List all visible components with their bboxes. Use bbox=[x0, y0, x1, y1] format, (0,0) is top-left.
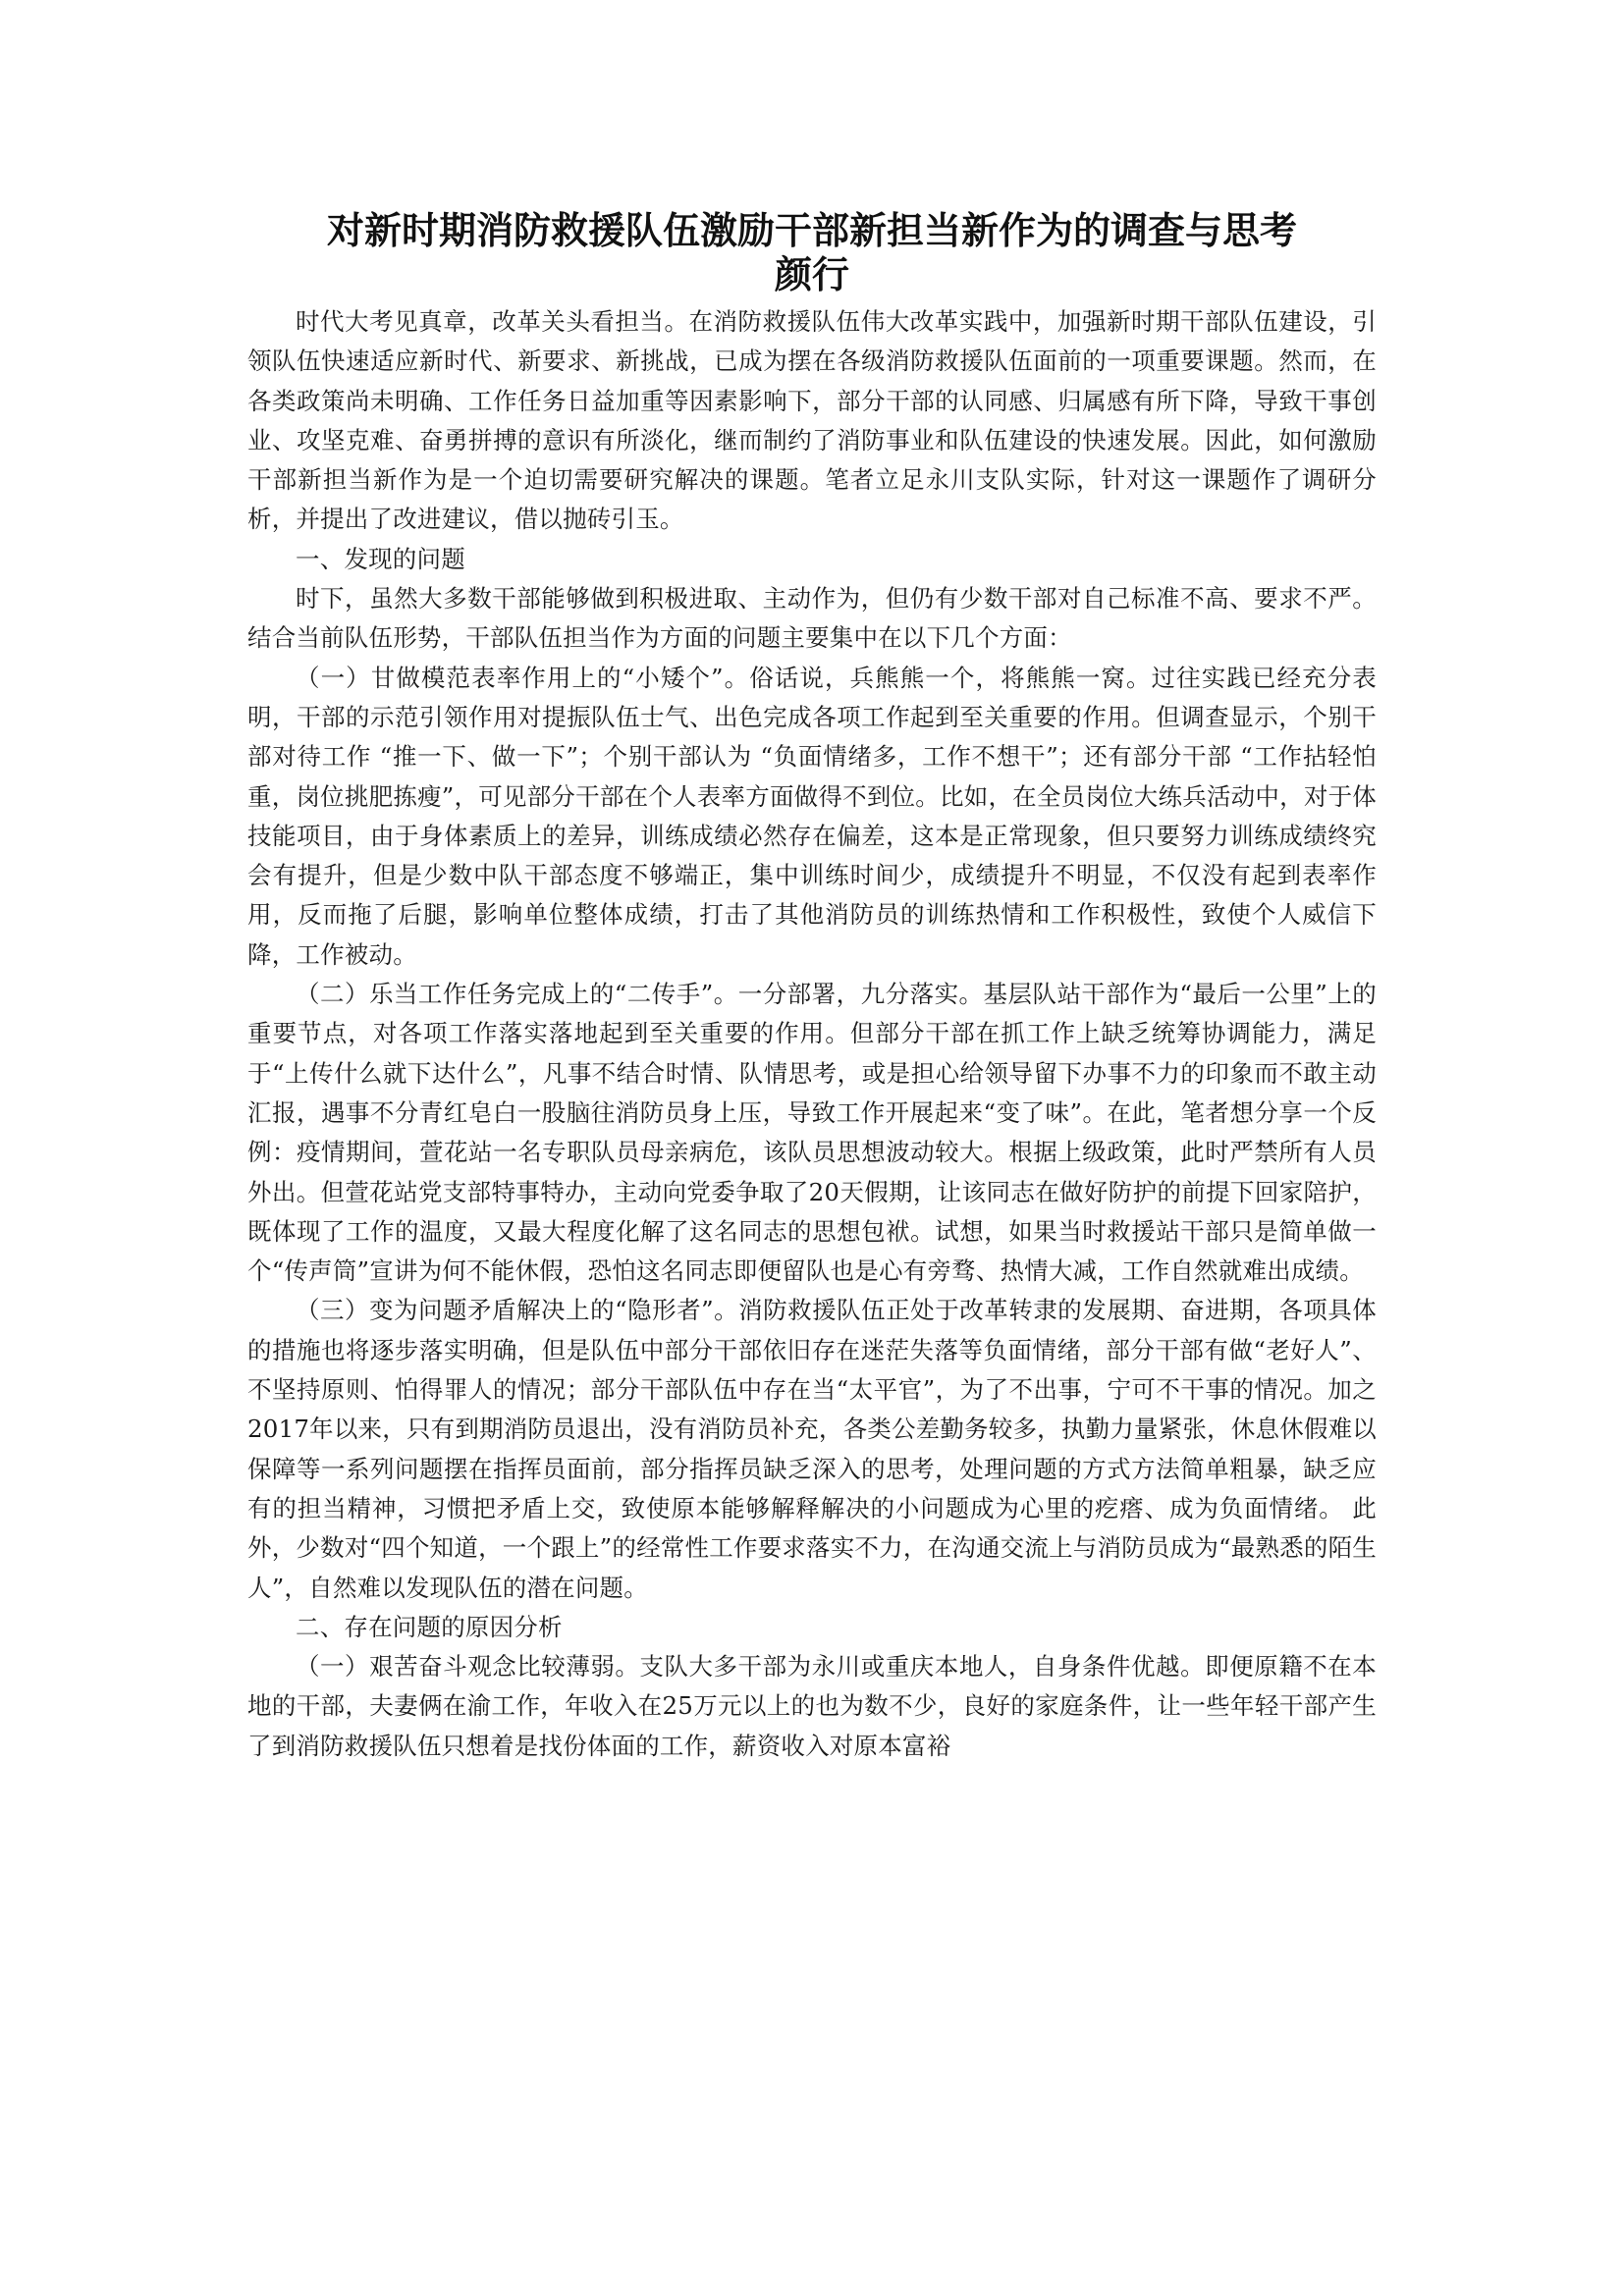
problem-2-paragraph: （二）乐当工作任务完成上的“二传手”。一分部署，九分落实。基层队站干部作为“最后一公里”上的重要节点，对各项工作落实落地起到至关重要的作用。但部分干部在抓工作上缺乏统筹协调能力，满足于“上传什么就下达什么”，凡事不结合时情、队情思考，或是担心给领导留下办事不力的印象而不敢主动汇报，遇事不分青红皂白一股脑往消防员身上压，导致工作开展起来“变了味”。在此，笔者想分享一个反例：疫情期间，萱花站一名专职队员母亲病危，该队员思想波动较大。根据上级政策，此时严禁所有人员外出。但萱花站党支部特事特办，主动向党委争取了20天假期，让该同志在做好防护的前提下回家陪护，既体现了工作的温度，又最大程度化解了这名同志的思想包袱。试想，如果当时救援站干部只是简单做一个“传声筒”宣讲为何不能休假，恐怕这名同志即便留队也是心有旁骛、热情大减，工作自然就难出成绩。 bbox=[247, 980, 1377, 1286]
document-title: 对新时期消防救援队伍激励干部新担当新作为的调查与思考 bbox=[326, 209, 1297, 252]
document-author: 颜行 bbox=[774, 253, 849, 296]
section-heading-problems: 一、发现的问题 bbox=[296, 544, 465, 573]
problem-3-paragraph: （三）变为问题矛盾解决上的“隐形者”。消防救援队伍正处于改革转隶的发展期、奋进期，各项具体的措施也将逐步落实明确，但是队伍中部分干部依旧存在迷茫失落等负面情绪，部分干部有做“老好人”、不坚持原则、怕得罪人的情况；部分干部队伍中存在当“太平官”，为了不出事，宁可不干事的情况。加之2017年以来，只有到期消防员退出，没有消防员补充，各类公差勤务较多，执勤力量紧张，休息休假难以保障等一系列问题摆在指挥员面前，部分指挥员缺乏深入的思考，处理问题的方式方法简单粗暴，缺乏应有的担当精神，习惯把矛盾上交，致使原本能够解释解决的小问题成为心里的疙瘩、成为负面情绪。 此外，少数对“四个知道，一个跟上”的经常性工作要求落实不力，在沟通交流上与消防员成为“最熟悉的陌生人”，自然难以发现队伍的潜在问题。 bbox=[247, 1296, 1377, 1602]
document-body bbox=[247, 302, 1377, 1766]
section-heading-causes: 二、存在问题的原因分析 bbox=[296, 1612, 563, 1641]
cause-1-paragraph: （一）艰苦奋斗观念比较薄弱。支队大多干部为永川或重庆本地人，自身条件优越。即便原籍不在本地的干部，夫妻俩在渝工作，年收入在25万元以上的也为数不少，良好的家庭条件，让一些年轻干部产生了到消防救援队伍只想着是找份体面的工作，薪资收入对原本富裕 bbox=[247, 1652, 1377, 1760]
problem-1-paragraph: （一）甘做模范表率作用上的“小矮个”。俗话说，兵熊熊一个，将熊熊一窝。过往实践已经充分表明，干部的示范引领作用对提振队伍士气、出色完成各项工作起到至关重要的作用。但调查显示，个别干部对待工作 “推一下、做一下”；个别干部认为 “负面情绪多，工作不想干”；还有部分干部 “工作拈轻怕重，岗位挑肥拣瘦”，可见部分干部在个人表率方面做得不到位。比如，在全员岗位大练兵活动中，对于体技能项目，由于身体素质上的差异，训练成绩必然存在偏差，这本是正常现象，但只要努力训练成绩终究会有提升，但是少数中队干部态度不够端正，集中训练时间少，成绩提升不明显，不仅没有起到表率作用，反而拖了后腿，影响单位整体成绩，打击了其他消防员的训练热情和工作积极性，致使个人威信下降，工作被动。 bbox=[247, 663, 1377, 969]
intro-paragraph: 时代大考见真章，改革关头看担当。在消防救援队伍伟大改革实践中，加强新时期干部队伍建设，引领队伍快速适应新时代、新要求、新挑战，已成为摆在各级消防救援队伍面前的一项重要课题。然而，在各类政策尚未明确、工作任务日益加重等因素影响下，部分干部的认同感、归属感有所下降，导致干事创业、攻坚克难、奋勇拼搏的意识有所淡化，继而制约了消防事业和队伍建设的快速发展。因此，如何激励干部新担当新作为是一个迫切需要研究解决的课题。笔者立足永川支队实际，针对这一课题作了调研分析，并提出了改进建议，借以抛砖引玉。 bbox=[247, 307, 1377, 534]
document-page bbox=[247, 208, 1377, 1766]
problems-overview-paragraph: 时下，虽然大多数干部能够做到积极进取、主动作为，但仍有少数干部对自己标准不高、要求不严。结合当前队伍形势，干部队伍担当作为方面的问题主要集中在以下几个方面： bbox=[247, 584, 1377, 653]
